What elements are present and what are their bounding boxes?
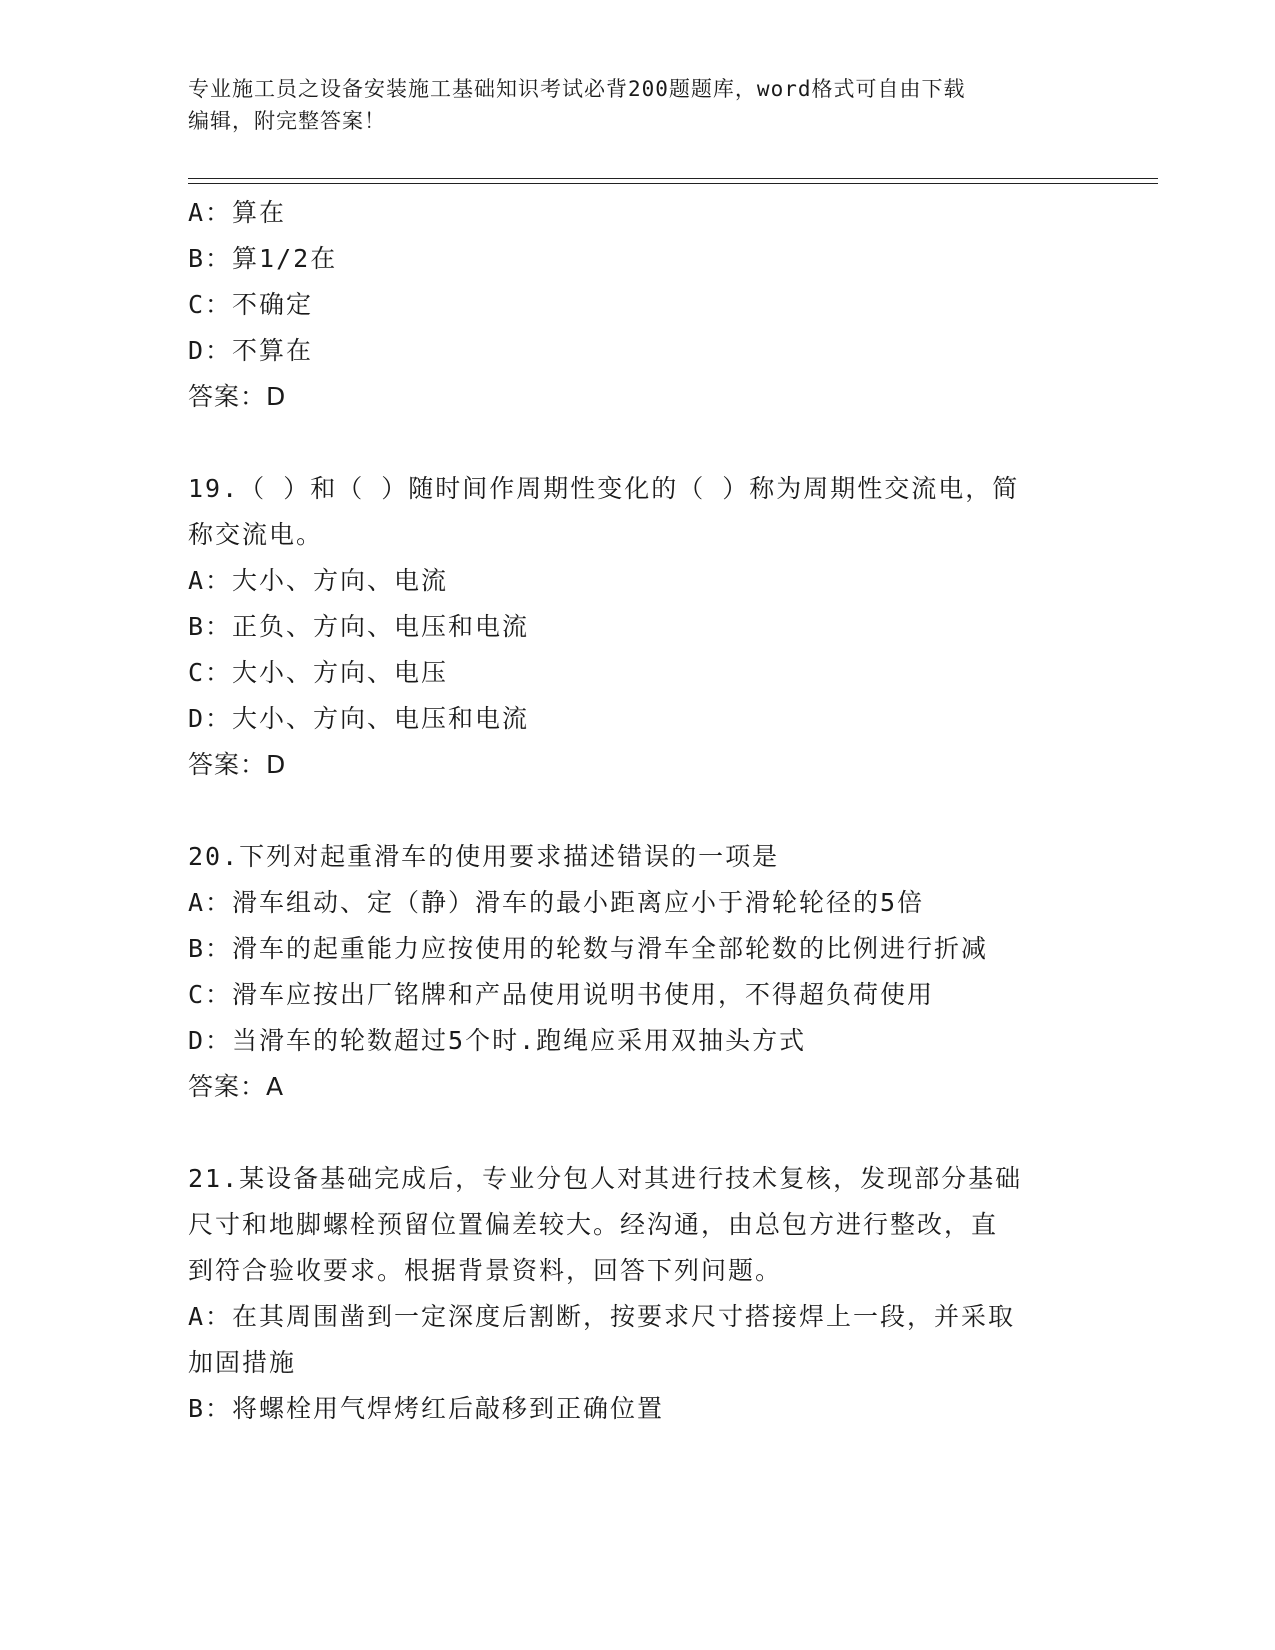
q18-option-b: B：算1/2在 <box>188 244 338 273</box>
document-header <box>188 73 1088 137</box>
q21-option-a-line-1: A：在其周围凿到一定深度后割断，按要求尺寸搭接焊上一段，并采取 <box>188 1302 1016 1331</box>
spacer <box>188 1110 1088 1156</box>
q19-option-a: A：大小、方向、电流 <box>188 566 449 595</box>
q21-stem-line-3: 到符合验收要求。根据背景资料，回答下列问题。 <box>188 1256 783 1285</box>
q20-option-c: C：滑车应按出厂铭牌和产品使用说明书使用，不得超负荷使用 <box>188 980 935 1009</box>
header-line-2: 编辑，附完整答案！ <box>188 109 386 133</box>
question-19 <box>188 466 1088 788</box>
q18-answer: 答案：D <box>188 382 287 411</box>
q20-option-d: D：当滑车的轮数超过5个时.跑绳应采用双抽头方式 <box>188 1026 807 1055</box>
question-20 <box>188 834 1088 1110</box>
spacer <box>188 788 1088 834</box>
header-rule-top <box>188 178 1158 179</box>
document-body <box>188 190 1088 1432</box>
q20-stem-line-1: 20.下列对起重滑车的使用要求描述错误的一项是 <box>188 842 780 871</box>
header-line-1: 专业施工员之设备安装施工基础知识考试必背200题题库，word格式可自由下载 <box>188 77 966 101</box>
q19-option-c: C：大小、方向、电压 <box>188 658 449 687</box>
q19-answer: 答案：D <box>188 750 287 779</box>
q19-stem-line-2: 称交流电。 <box>188 520 324 549</box>
q20-option-a: A：滑车组动、定（静）滑车的最小距离应小于滑轮轮径的5倍 <box>188 888 925 917</box>
q20-answer: 答案：A <box>188 1072 285 1101</box>
q18-option-c: C：不确定 <box>188 290 314 319</box>
q21-option-b: B：将螺栓用气焊烤红后敲移到正确位置 <box>188 1394 665 1423</box>
question-18 <box>188 190 1088 420</box>
q18-option-a: A：算在 <box>188 198 287 227</box>
q18-option-d: D：不算在 <box>188 336 314 365</box>
spacer <box>188 420 1088 466</box>
q19-option-d: D：大小、方向、电压和电流 <box>188 704 530 733</box>
q21-stem-line-2: 尺寸和地脚螺栓预留位置偏差较大。经沟通，由总包方进行整改，直 <box>188 1210 999 1239</box>
header-rule-bottom <box>188 183 1158 184</box>
question-21 <box>188 1156 1088 1432</box>
q20-option-b: B：滑车的起重能力应按使用的轮数与滑车全部轮数的比例进行折减 <box>188 934 989 963</box>
q19-stem-line-1: 19.（ ）和（ ）随时间作周期性变化的（ ）称为周期性交流电，简 <box>188 474 1020 503</box>
q21-stem-line-1: 21.某设备基础完成后，专业分包人对其进行技术复核，发现部分基础 <box>188 1164 1023 1193</box>
q19-option-b: B：正负、方向、电压和电流 <box>188 612 530 641</box>
q21-option-a-line-2: 加固措施 <box>188 1348 297 1377</box>
